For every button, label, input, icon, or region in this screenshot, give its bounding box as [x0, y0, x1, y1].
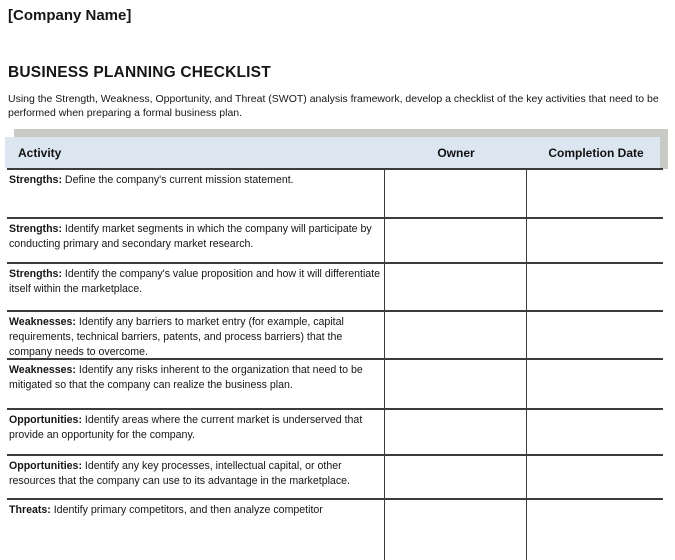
table-row: [7, 219, 663, 264]
activity-category: Opportunities:: [9, 460, 82, 472]
owner-cell[interactable]: [385, 360, 527, 408]
activity-cell[interactable]: [7, 410, 385, 454]
activity-cell[interactable]: [7, 170, 385, 217]
column-header-completion-date: Completion Date: [548, 146, 644, 160]
activity-cell[interactable]: [7, 264, 385, 310]
activity-cell[interactable]: [7, 312, 385, 358]
table-row: [7, 312, 663, 360]
table-row: [7, 360, 663, 410]
owner-cell[interactable]: [385, 456, 527, 498]
owner-cell[interactable]: [385, 170, 527, 217]
table-row: [7, 264, 663, 312]
page-description: Using the Strength, Weakness, Opportunity, and Threat (SWOT) analysis framework, develop a checklist of the key activities that need to be performed when preparing a formal business plan.: [8, 93, 659, 119]
column-header-owner: Owner: [437, 146, 475, 160]
table-row: [7, 170, 663, 219]
completion-date-cell[interactable]: [527, 312, 663, 358]
completion-date-cell[interactable]: [527, 410, 663, 454]
owner-cell[interactable]: [385, 312, 527, 358]
completion-date-cell[interactable]: [527, 456, 663, 498]
activity-category: Threats:: [9, 504, 51, 516]
page-title: BUSINESS PLANNING CHECKLIST: [8, 64, 271, 81]
activity-text: Identify primary competitors, and then analyze competitor: [50, 504, 323, 516]
activity-text: Define the company's current mission statement.: [61, 174, 294, 186]
activity-cell[interactable]: [7, 500, 385, 560]
activity-category: Strengths:: [9, 223, 62, 235]
owner-cell[interactable]: [385, 500, 527, 560]
completion-date-cell[interactable]: [527, 264, 663, 310]
activity-text: Identify any key processes, intellectual capital, or other resources that the company can use to its advantage in the marketplace.: [9, 460, 350, 487]
checklist-table: [7, 168, 663, 560]
completion-date-cell[interactable]: [527, 360, 663, 408]
owner-cell[interactable]: [385, 410, 527, 454]
activity-category: Strengths:: [9, 268, 62, 280]
owner-cell[interactable]: [385, 264, 527, 310]
table-row: [7, 410, 663, 456]
activity-category: Weaknesses:: [9, 364, 76, 376]
activity-cell[interactable]: [7, 219, 385, 262]
activity-category: Opportunities:: [9, 414, 82, 426]
table-row: [7, 500, 663, 560]
activity-category: Strengths:: [9, 174, 62, 186]
activity-cell[interactable]: [7, 360, 385, 408]
column-header-activity: Activity: [18, 146, 62, 160]
activity-cell[interactable]: [7, 456, 385, 498]
owner-cell[interactable]: [385, 219, 527, 262]
activity-text: Identify market segments in which the company will participate by conducting primary and secondary market research.: [9, 223, 372, 250]
completion-date-cell[interactable]: [527, 500, 663, 560]
company-name: [Company Name]: [8, 7, 132, 24]
activity-text: Identify the company's value proposition and how it will differentiate itself within the marketplace.: [9, 268, 381, 295]
table-row: [7, 456, 663, 500]
completion-date-cell[interactable]: [527, 170, 663, 217]
activity-text: Identify areas where the current market is underserved that provide an opportunity for the company.: [9, 414, 363, 441]
activity-text: Identify any barriers to market entry (for example, capital requirements, technical barriers, patents, and process barriers) that the company needs to overcome.: [9, 316, 344, 358]
activity-category: Weaknesses:: [9, 316, 76, 328]
table-header: [5, 137, 660, 168]
activity-text: Identify any risks inherent to the organization that need to be mitigated so that the company can realize the business plan.: [9, 364, 363, 391]
completion-date-cell[interactable]: [527, 219, 663, 262]
